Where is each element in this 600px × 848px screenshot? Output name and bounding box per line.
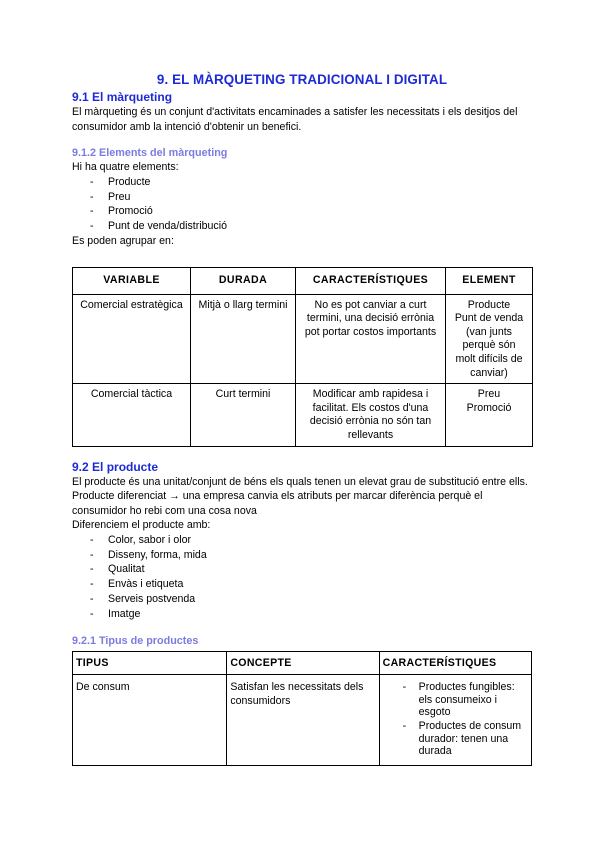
column-header: TIPUS — [73, 651, 227, 675]
table-cell: No es pot canviar a curt termini, una decisió errònia pot portar costos importants — [296, 294, 446, 384]
column-header: CONCEPTE — [227, 651, 379, 675]
table-cell — [446, 384, 533, 446]
table-header-row — [73, 267, 533, 294]
cell-line: Producte — [467, 298, 511, 311]
differentiation-list — [72, 533, 532, 622]
table-cell: Modificar amb rapidesa i facilitat. Els costos d'una decisió errònia no són tan rellevants — [296, 384, 446, 446]
section-9-1-text: El màrqueting és un conjunt d'activitats encaminades a satisfer les necessitats i els desitjos del consumidor amb la intenció d'obtenir un benefici. — [72, 106, 518, 133]
table-cell: Comercial tàctica — [73, 384, 191, 446]
list-item: - Promoció — [90, 204, 532, 219]
characteristics-list — [383, 681, 528, 758]
list-item: - Disseny, forma, mida — [90, 548, 532, 563]
section-heading-9-2-1: 9.2.1 Tipus de productes — [72, 634, 199, 647]
table-cell: Comercial estratègica — [73, 294, 191, 384]
list-item: - Envàs i etiqueta — [90, 577, 532, 592]
section-9-2-text: El producte és una unitat/conjunt de béns els quals tenen un elevat grau de substitució entre ells. — [72, 475, 528, 488]
table-cell: Satisfan les necessitats dels consumidors — [227, 675, 379, 766]
elements-intro: Hi ha quatre elements: — [72, 161, 179, 174]
column-header: CARACTERÍSTIQUES — [296, 267, 446, 294]
table-header-row — [73, 651, 532, 675]
list-item: - Preu — [90, 190, 532, 205]
document-page — [72, 66, 532, 766]
table-cell: De consum — [73, 675, 227, 766]
elements-outro: Es poden agrupar en: — [72, 234, 174, 247]
list-item: - Imatge — [90, 607, 532, 622]
list-item: - Punt de venda/distribució — [90, 219, 532, 234]
table-row — [73, 384, 533, 446]
cell-line: Preu — [477, 388, 501, 401]
cell-line: Punt de venda — [454, 312, 524, 325]
cell-line: Promoció — [466, 401, 512, 414]
list-item: - Productes fungibles: els consumeixo i esgoto — [403, 681, 528, 719]
list-item: - Serveis postvenda — [90, 592, 532, 607]
page-title: 9. EL MÀRQUETING TRADICIONAL I DIGITAL — [156, 72, 448, 87]
product-types-table — [72, 651, 532, 766]
section-heading-9-2: 9.2 El producte — [72, 459, 159, 474]
list-item: - Productes de consum durador: tenen una durada — [403, 720, 528, 758]
table-cell — [446, 294, 533, 384]
list-item: - Color, sabor i olor — [90, 533, 532, 548]
elements-list — [72, 175, 532, 234]
differentiate-intro: Diferenciem el producte amb: — [72, 519, 211, 532]
column-header: VARIABLE — [73, 267, 191, 294]
column-header: DURADA — [191, 267, 296, 294]
table-cell — [379, 675, 531, 766]
column-header: ELEMENT — [446, 267, 533, 294]
list-item: - Qualitat — [90, 562, 532, 577]
section-9-2-diferenciat: Producte diferenciat → una empresa canvia els atributs per marcar diferència perquè el consumidor ho rebi com una cosa nova — [72, 490, 483, 517]
table-row — [73, 294, 533, 384]
section-heading-9-1: 9.1 El màrqueting — [72, 90, 173, 104]
list-item: - Producte — [90, 175, 532, 190]
variables-table — [72, 267, 533, 447]
table-cell: Mitjà o llarg termini — [191, 294, 296, 384]
section-heading-9-1-2: 9.1.2 Elements del màrqueting — [72, 147, 228, 160]
table-cell: Curt termini — [191, 384, 296, 446]
column-header: CARACTERÍSTIQUES — [379, 651, 531, 675]
cell-line: (van junts perquè són molt difícils de canviar) — [455, 325, 523, 379]
table-row — [73, 675, 532, 766]
